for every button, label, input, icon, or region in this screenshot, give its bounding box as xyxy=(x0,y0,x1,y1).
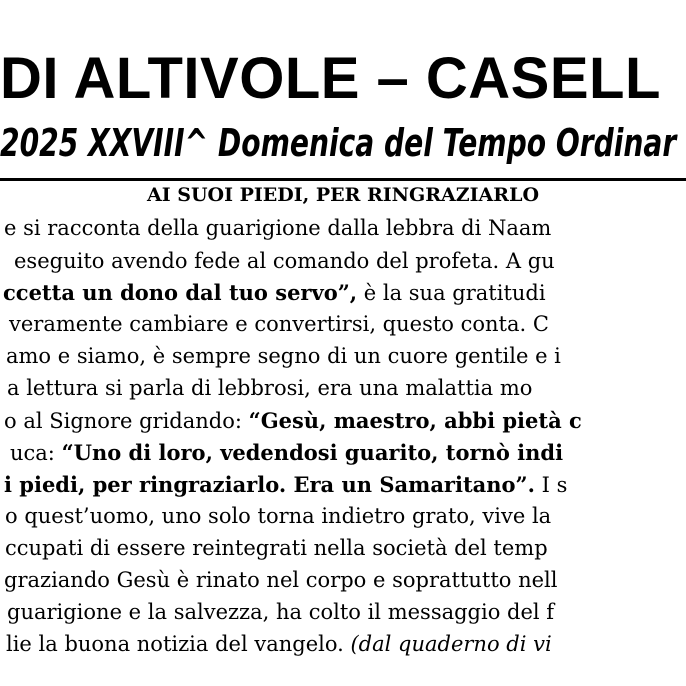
line-text: veramente cambiare e convertirsi, questo conta. C xyxy=(9,312,549,336)
article-line-11 xyxy=(5,538,548,559)
article-heading: AI SUOI PIEDI, PER RINGRAZIARLO xyxy=(146,184,539,206)
liturgical-date-subtitle: 2025 XXVIII^ Domenica del Tempo Ordinar xyxy=(0,121,677,165)
line-text: lie la buona notizia del vangelo. xyxy=(6,632,351,656)
article-line-3 xyxy=(3,282,546,304)
article-line-2 xyxy=(14,251,555,272)
line-text: e si racconta della guarigione dalla lebbra di Naam xyxy=(4,216,552,240)
article-line-4 xyxy=(9,314,549,335)
line-quote-bold: ccetta un dono dal tuo servo”, xyxy=(3,280,358,305)
line-text: I s xyxy=(534,473,568,497)
article-line-8 xyxy=(10,442,563,464)
line-quote-bold: “Uno di loro, vedendosi guarito, tornò indi xyxy=(61,440,564,465)
line-text: ccupati di essere reintegrati nella società del temp xyxy=(5,536,548,560)
line-text: eseguito avendo fede al comando del profeta. A gu xyxy=(14,249,555,273)
article-line-1 xyxy=(4,218,551,239)
article-line-9 xyxy=(4,474,567,496)
article-line-5 xyxy=(6,346,561,367)
line-source-italic: (dal quaderno di vi xyxy=(350,632,552,656)
article-line-14 xyxy=(6,634,552,655)
line-quote-bold: i piedi, per ringraziarlo. Era un Samaritano”. xyxy=(4,472,535,497)
line-text: guarigione e la salvezza, ha colto il messaggio del f xyxy=(7,600,555,624)
line-text: uca: xyxy=(10,441,62,465)
line-text: o al Signore gridando: xyxy=(4,409,249,433)
line-text: graziando Gesù è rinato nel corpo e soprattutto nell xyxy=(4,568,558,592)
line-text: o quest’uomo, uno solo torna indietro grato, vive la xyxy=(5,504,552,528)
article-line-12 xyxy=(4,570,558,591)
line-text: a lettura si parla di lebbrosi, era una malattia mo xyxy=(7,376,533,400)
line-quote-bold: “Gesù, maestro, abbi pietà c xyxy=(248,408,582,433)
article-line-6 xyxy=(7,378,532,399)
header-divider xyxy=(0,178,686,181)
article-line-13 xyxy=(7,602,554,623)
line-text: amo e siamo, è sempre segno di un cuore gentile e i xyxy=(6,344,561,368)
line-text: è la sua gratitudi xyxy=(357,281,546,305)
article-line-10 xyxy=(5,506,551,527)
parish-masthead xyxy=(0,46,661,111)
masthead-title: DI ALTIVOLE – CASELL xyxy=(0,46,661,111)
article-line-7 xyxy=(4,410,582,432)
